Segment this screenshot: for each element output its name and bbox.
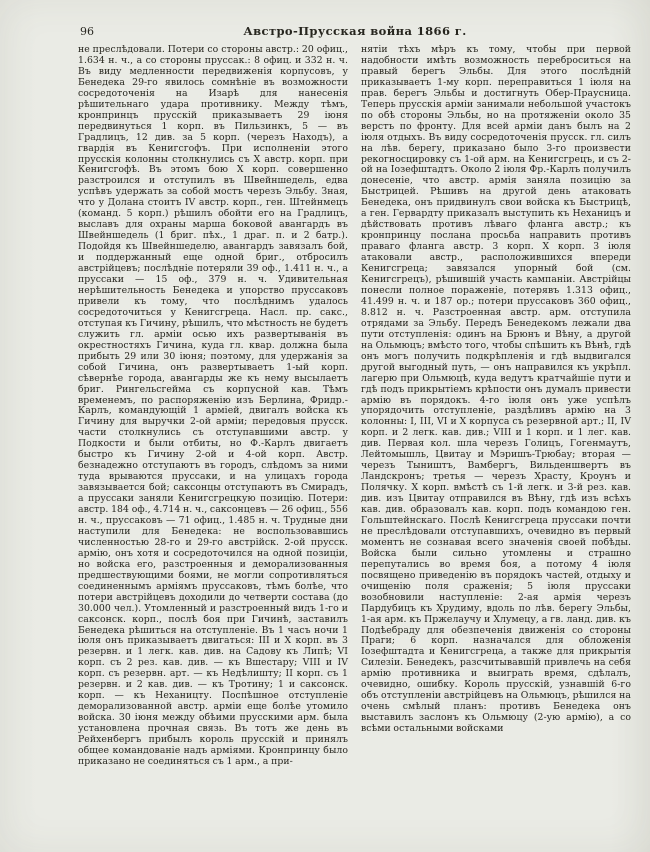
page-number: 96 [80, 25, 94, 38]
right-column-text: нятіи тѣхъ мѣръ къ тому, чтобы при первой надобности имѣть возможность переброситься на правый берегъ Эльбы. Для этого послѣдній приказываетъ 1-му корп. переправиться 1 іюля на прав. берегъ Эльбы и достигнуть Обер-Праусница. Теперь прусскія арміи занимали небольшой участокъ по обѣ стороны Эльбы, но на протяженіи около 35 верстъ по фронту. Для всей арміи данъ былъ на 2 іюля отдыхъ. Въ виду сосредоточенія прусск. гл. силъ на лѣв. берегу, приказано было 3-го произвести рекогносцировку съ 1-ой арм. на Кенигсгрецъ, и съ 2-ой на Іозефштадтъ. Около 2 іюля Фр.-Карлъ получилъ донесеніе, что австр. армія заняла позицію за Быстрицей. Рѣшивъ на другой день атаковать Бенедека, онъ придвинулъ свои войска къ Быстрицѣ, а ген. Гервардту приказалъ выступить къ Неханицъ и дѣйствовать противъ лѣваго фланга австр.; къ кронпринцу послана просьба направить противъ праваго фланга австр. 3 корп. X корп. 3 іюля атаковали австр., расположившихся впереди Кенигсгреца; завязался упорный бой (см. Кенигсгрецъ), рѣшившій участь кампаніи. Австрійцы понесли полное пораженіе, потерявъ 1.313 офиц., 41.499 н. ч. и 187 ор.; потери пруссаковъ 360 офиц., 8.812 н. ч. Разстроенная австр. арм. отступила отрядами за Эльбу. Передъ Бенедекомъ лежали два пути отступленія: одинъ на Брюнъ и Вѣну, а другой на Ольмюцъ; вмѣсто того, чтобы спѣшить къ Вѣнѣ, гдѣ онъ могъ получить подкрѣпленія и гдѣ выдвигался другой выгодный путь, — онъ направился къ укрѣпл. лагерю при Ольмюцѣ, куда ведутъ кратчайшіе пути и гдѣ подъ прикрытіемъ крѣпости онъ думалъ привести армію въ порядокъ. 4-го іюля онъ уже успѣлъ упорядочить отступленіе, раздѣливъ армію на 3 колонны: I, III, VI и X корпуса съ резервной арт.; II, IV корп. и 2 легк. кав. див.; VIII и 1 корп. и 1 лег. кав. див. Первая кол. шла черезъ Голицъ, Гогенмаутъ, Лейтомышль, Цвитау и Мэришъ-Трюбау; вторая — черезъ Тыништъ, Вамбергъ, Вильденшвертъ въ Ландскронъ; третья — черезъ Храсту, Кроунъ и Полячку. Х корп. вмѣстѣ съ 1-й легк. и 3-й рез. кав. див. изъ Цвитау отправился въ Вѣну, гдѣ изъ всѣхъ кав. див. образовалъ кав. корп. подъ командою ген. Гольштейнскаго. Послѣ Кенигсгреца пруссаки почти не преслѣдовали отступавшихъ, очевидно въ первый моментъ не сознавая всего значенія своей побѣды. Войска были сильно утомлены и страшно перепутались во время боя, а потому 4 іюля посвящено приведенію въ порядокъ частей, отдыху и очищенію поля сраженія; 5 іюля пруссаки возобновили наступленіе: 2-ая армія черезъ Пардубицъ къ Хрудиму, вдоль по лѣв. берегу Эльбы, 1-ая арм. къ Пржелаучу и Хлумецу, а гв. ланд. див. къ Подѣебраду для обезпеченія движенія со стороны Праги; 6 корп. назначался для обложенія Іозефштадта и Кенигсгреца, а также для прикрытія Силезіи. Бенедекъ, разсчитывавшій привлечь на себя армію противника и выиграть время, сдѣлалъ, очевидно, ошибку. Король прусскій, узнавшій 6-го объ отступленіи австрійцевъ на Ольмюцъ, рѣшился на очень смѣлый планъ: противъ Бенедека онъ выставилъ заслонъ къ Ольмюцу (2-ую армію), а со всѣми остальными войсками [361, 44, 631, 735]
left-column-text: не преслѣдовали. Потери со стороны австр.: 20 офиц., 1.634 н. ч., а со стороны пруссак.: 8 офиц. и 332 н. ч. Въ виду медленности передвиженія корпусовъ, у Бенедека 29-го явилось сомнѣніе въ возможности сосредоточенія на Изарѣ для нанесенія рѣшительнаго удара противнику. Между тѣмъ, кронпринцъ прусскій приказываетъ 29 іюня передвинуться 1 корп. въ Пильзинкъ, 5 — въ Градлицъ, 12 див. за 5 корп. (черезъ Находъ), а гвардія въ Кенигсгофъ. При исполненіи этого прусскія колонны столкнулись съ X австр. корп. при Кенигсгофѣ. Въ этомъ бою X корп. совершенно разстроился и отступилъ въ Швейншедель, едва успѣвъ удержать за собой мостъ черезъ Эльбу. Зная, что у Долана стоитъ IV австр. корп., ген. Штейнмецъ (команд. 5 корп.) рѣшилъ обойти его на Градлицъ, выславъ для охраны марша боковой авангардъ въ Швейншедель (1 бриг. пѣх., 1 драг. п. и 2 батр.). Подойдя къ Швейншеделю, авангардъ завязалъ бой, и поддержанный еще одной бриг., отбросилъ австрійцевъ; послѣдніе потеряли 39 оф., 1.411 н. ч., а пруссаки — 15 оф., 379 н. ч. Удивительная нерѣшительность Бенедека и упорство пруссаковъ привели къ тому, что послѣднимъ удалось сосредоточиться у Кенигсгреца. Насл. пр. сакс., отступая къ Гичину, рѣшилъ, что мѣстность не будетъ служить гл. арміи осью ихъ развертыванія въ окрестностяхъ Гичина, куда гл. квар. должна была прибыть 29 или 30 іюня; поэтому, для удержанія за собой Гичина, онъ развертываетъ 1-ый корп. сѣвернѣе города, авангарды же къ нему высылаетъ бриг. Рингельсгейма съ корпусной кав. Тѣмъ временемъ, по распоряженію изъ Берлина, Фридр.-Карлъ, командующій 1 арміей, двигалъ войска къ Гичину для выручки 2-ой арміи; передовыя прусск. части столкнулись съ отступавшими австр. у Подкости и были отбиты, но Ф.-Карлъ двигаетъ быстро къ Гичину 2-ой и 4-ой корп. Австр. безнадежно отступаютъ въ городъ, слѣдомъ за ними туда врываются пруссаки, и на улицахъ города завязывается бой; саксонцы отступаютъ въ Смирадъ, а пруссаки заняли Кенигсгрецкую позицію. Потери: австр. 184 оф., 4.714 н. ч., саксонцевъ — 26 офиц., 556 н. ч., пруссаковъ — 71 офиц., 1.485 н. ч. Трудные дни наступили для Бенедека: не воспользовавшись численностью 28-го и 29-го австрійск. 2-ой прусск. армію, онъ хотя и сосредоточился на одной позиціи, но войска его, разстроенныя и деморализованныя предшествующими боями, не могли сопротивляться соединеннымъ арміямъ пруссаковъ, тѣмъ болѣе, что потери австрійцевъ доходили до четверти состава (до 30.000 чел.). Утомленный и разстроенный видъ 1-го и саксонск. корп., послѣ боя при Гичинѣ, заставилъ Бенедека рѣшиться на отступленіе. Въ 1 часъ ночи 1 іюля онъ приказываетъ двигаться: III и X корп. въ 3 резервн. и 1 легк. кав. див. на Садову къ Липѣ; VI корп. съ 2 рез. кав. див. — къ Вшестару; VIII и IV корп. съ резервн. арт. — къ Недѣлишту; II корп. съ 1 резервн. и 2 кав. див. — къ Тротину; 1 и саксонск. корп. — къ Неханицту. Поспѣшное отступленіе деморализованной австр. арміи еще болѣе утомило войска. 30 іюня между обѣими прусскими арм. была установлена прочная связь. Въ тотъ же день въ Рейхенбергъ прибылъ король прусскій и принялъ общее командованіе надъ арміями. Кронпринцу было приказано не соединяться съ 1 арм., а при- [78, 44, 348, 767]
text-columns [78, 45, 632, 768]
page-title: Австро-Прусская война 1866 г. [243, 24, 467, 38]
page-header [78, 24, 632, 40]
